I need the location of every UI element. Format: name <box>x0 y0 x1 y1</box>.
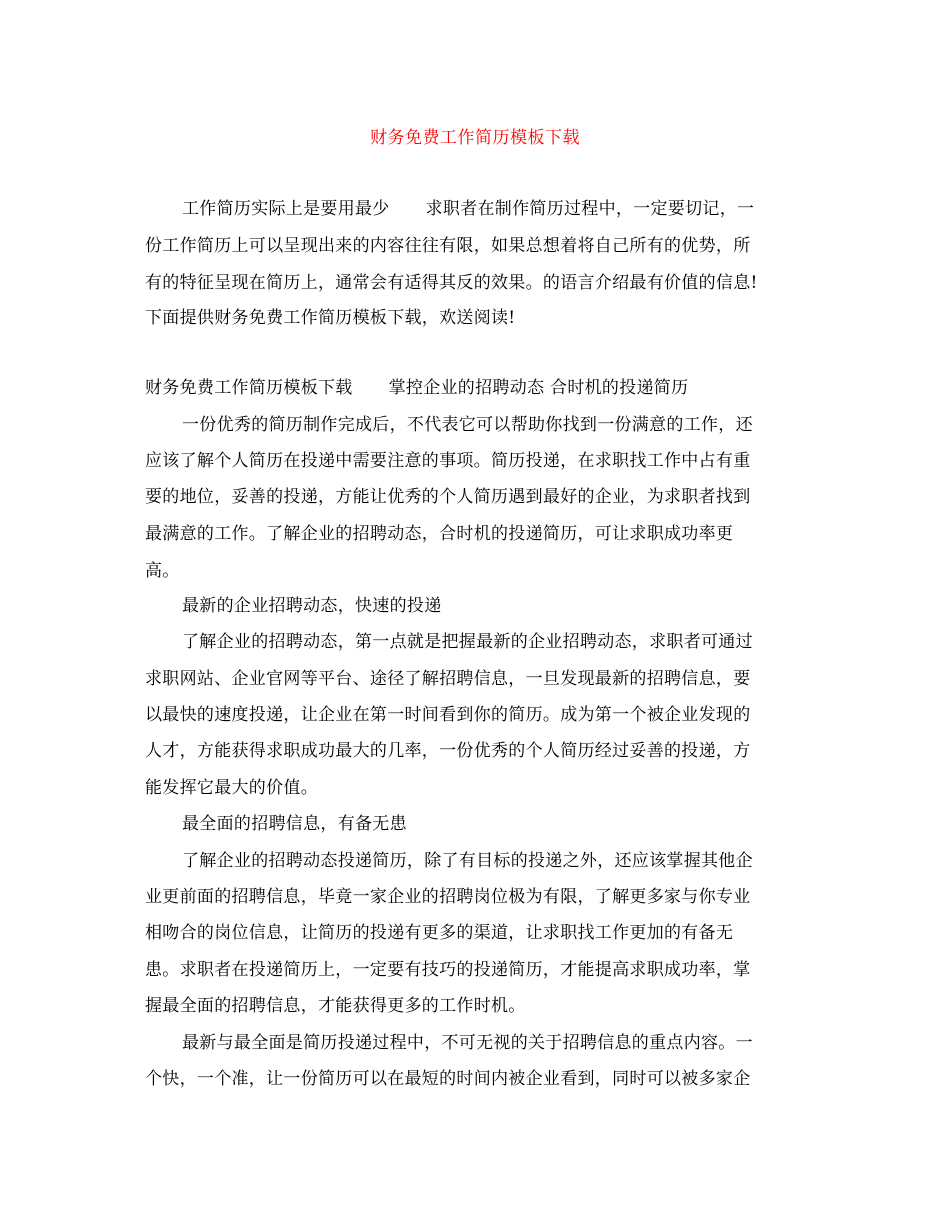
intro-line: 有的特征呈现在简历上，通常会有适得其反的效果。的语言介绍最有价值的信息! <box>145 273 758 293</box>
paragraph-line: 业更前面的招聘信息，毕竟一家企业的招聘岗位极为有限，了解更多家与你专业 <box>145 887 751 907</box>
section-heading <box>145 378 688 398</box>
paragraph-line: 应该了解个人简历在投递中需要注意的事项。简历投递，在求职找工作中占有重 <box>145 451 751 471</box>
paragraph-line: 了解企业的招聘动态投递简历，除了有目标的投递之外，还应该掌握其他企 <box>182 851 753 871</box>
section-heading-left: 财务免费工作简历模板下载 <box>145 378 353 398</box>
paragraph-line: 最满意的工作。了解企业的招聘动态，合时机的投递简历，可让求职成功率更 <box>145 524 734 544</box>
paragraph-line: 了解企业的招聘动态，第一点就是把握最新的企业招聘动态，求职者可通过 <box>182 632 753 652</box>
paragraph-line: 握最全面的招聘信息，才能获得更多的工作时机。 <box>145 996 526 1016</box>
intro-line <box>182 199 754 219</box>
paragraph-line: 相吻合的岗位信息，让简历的投递有更多的渠道，让求职找工作更加的有备无 <box>145 923 734 943</box>
paragraph-line: 高。 <box>145 561 180 581</box>
paragraph-line: 一份优秀的简历制作完成后，不代表它可以帮助你找到一份满意的工作，还 <box>182 415 753 435</box>
paragraph-line: 要的地位，妥善的投递，方能让优秀的个人简历遇到最好的企业，为求职者找到 <box>145 487 751 507</box>
paragraph-line: 以最快的速度投递，让企业在第一时间看到你的简历。成为第一个被企业发现的 <box>145 705 751 725</box>
paragraph-line: 能发挥它最大的价值。 <box>145 778 318 798</box>
paragraph-line: 个快，一个准，让一份简历可以在最短的时间内被企业看到，同时可以被多家企 <box>145 1069 751 1089</box>
intro-line: 下面提供财务免费工作简历模板下载，欢送阅读! <box>145 308 516 328</box>
intro-line: 份工作简历上可以呈现出来的内容往往有限，如果总想着将自己所有的优势，所 <box>145 236 751 256</box>
subheading: 最全面的招聘信息，有备无患 <box>182 814 407 834</box>
intro-line-part: 求职者在制作简历过程中，一定要切记，一 <box>425 199 755 219</box>
section-heading-right: 掌控企业的招聘动态 合时机的投递简历 <box>388 378 689 398</box>
document-title: 财务免费工作简历模板下载 <box>370 128 580 148</box>
paragraph-line: 最新与最全面是简历投递过程中，不可无视的关于招聘信息的重点内容。一 <box>182 1033 753 1053</box>
intro-line-part: 工作简历实际上是要用最少 <box>182 199 390 219</box>
paragraph-line: 患。求职者在投递简历上，一定要有技巧的投递简历，才能提高求职成功率，掌 <box>145 960 751 980</box>
paragraph-line: 求职网站、企业官网等平台、途径了解招聘信息，一旦发现最新的招聘信息，要 <box>145 669 751 689</box>
paragraph-line: 人才，方能获得求职成功最大的几率，一份优秀的个人简历经过妥善的投递，方 <box>145 741 751 761</box>
subheading: 最新的企业招聘动态，快速的投递 <box>182 596 442 616</box>
